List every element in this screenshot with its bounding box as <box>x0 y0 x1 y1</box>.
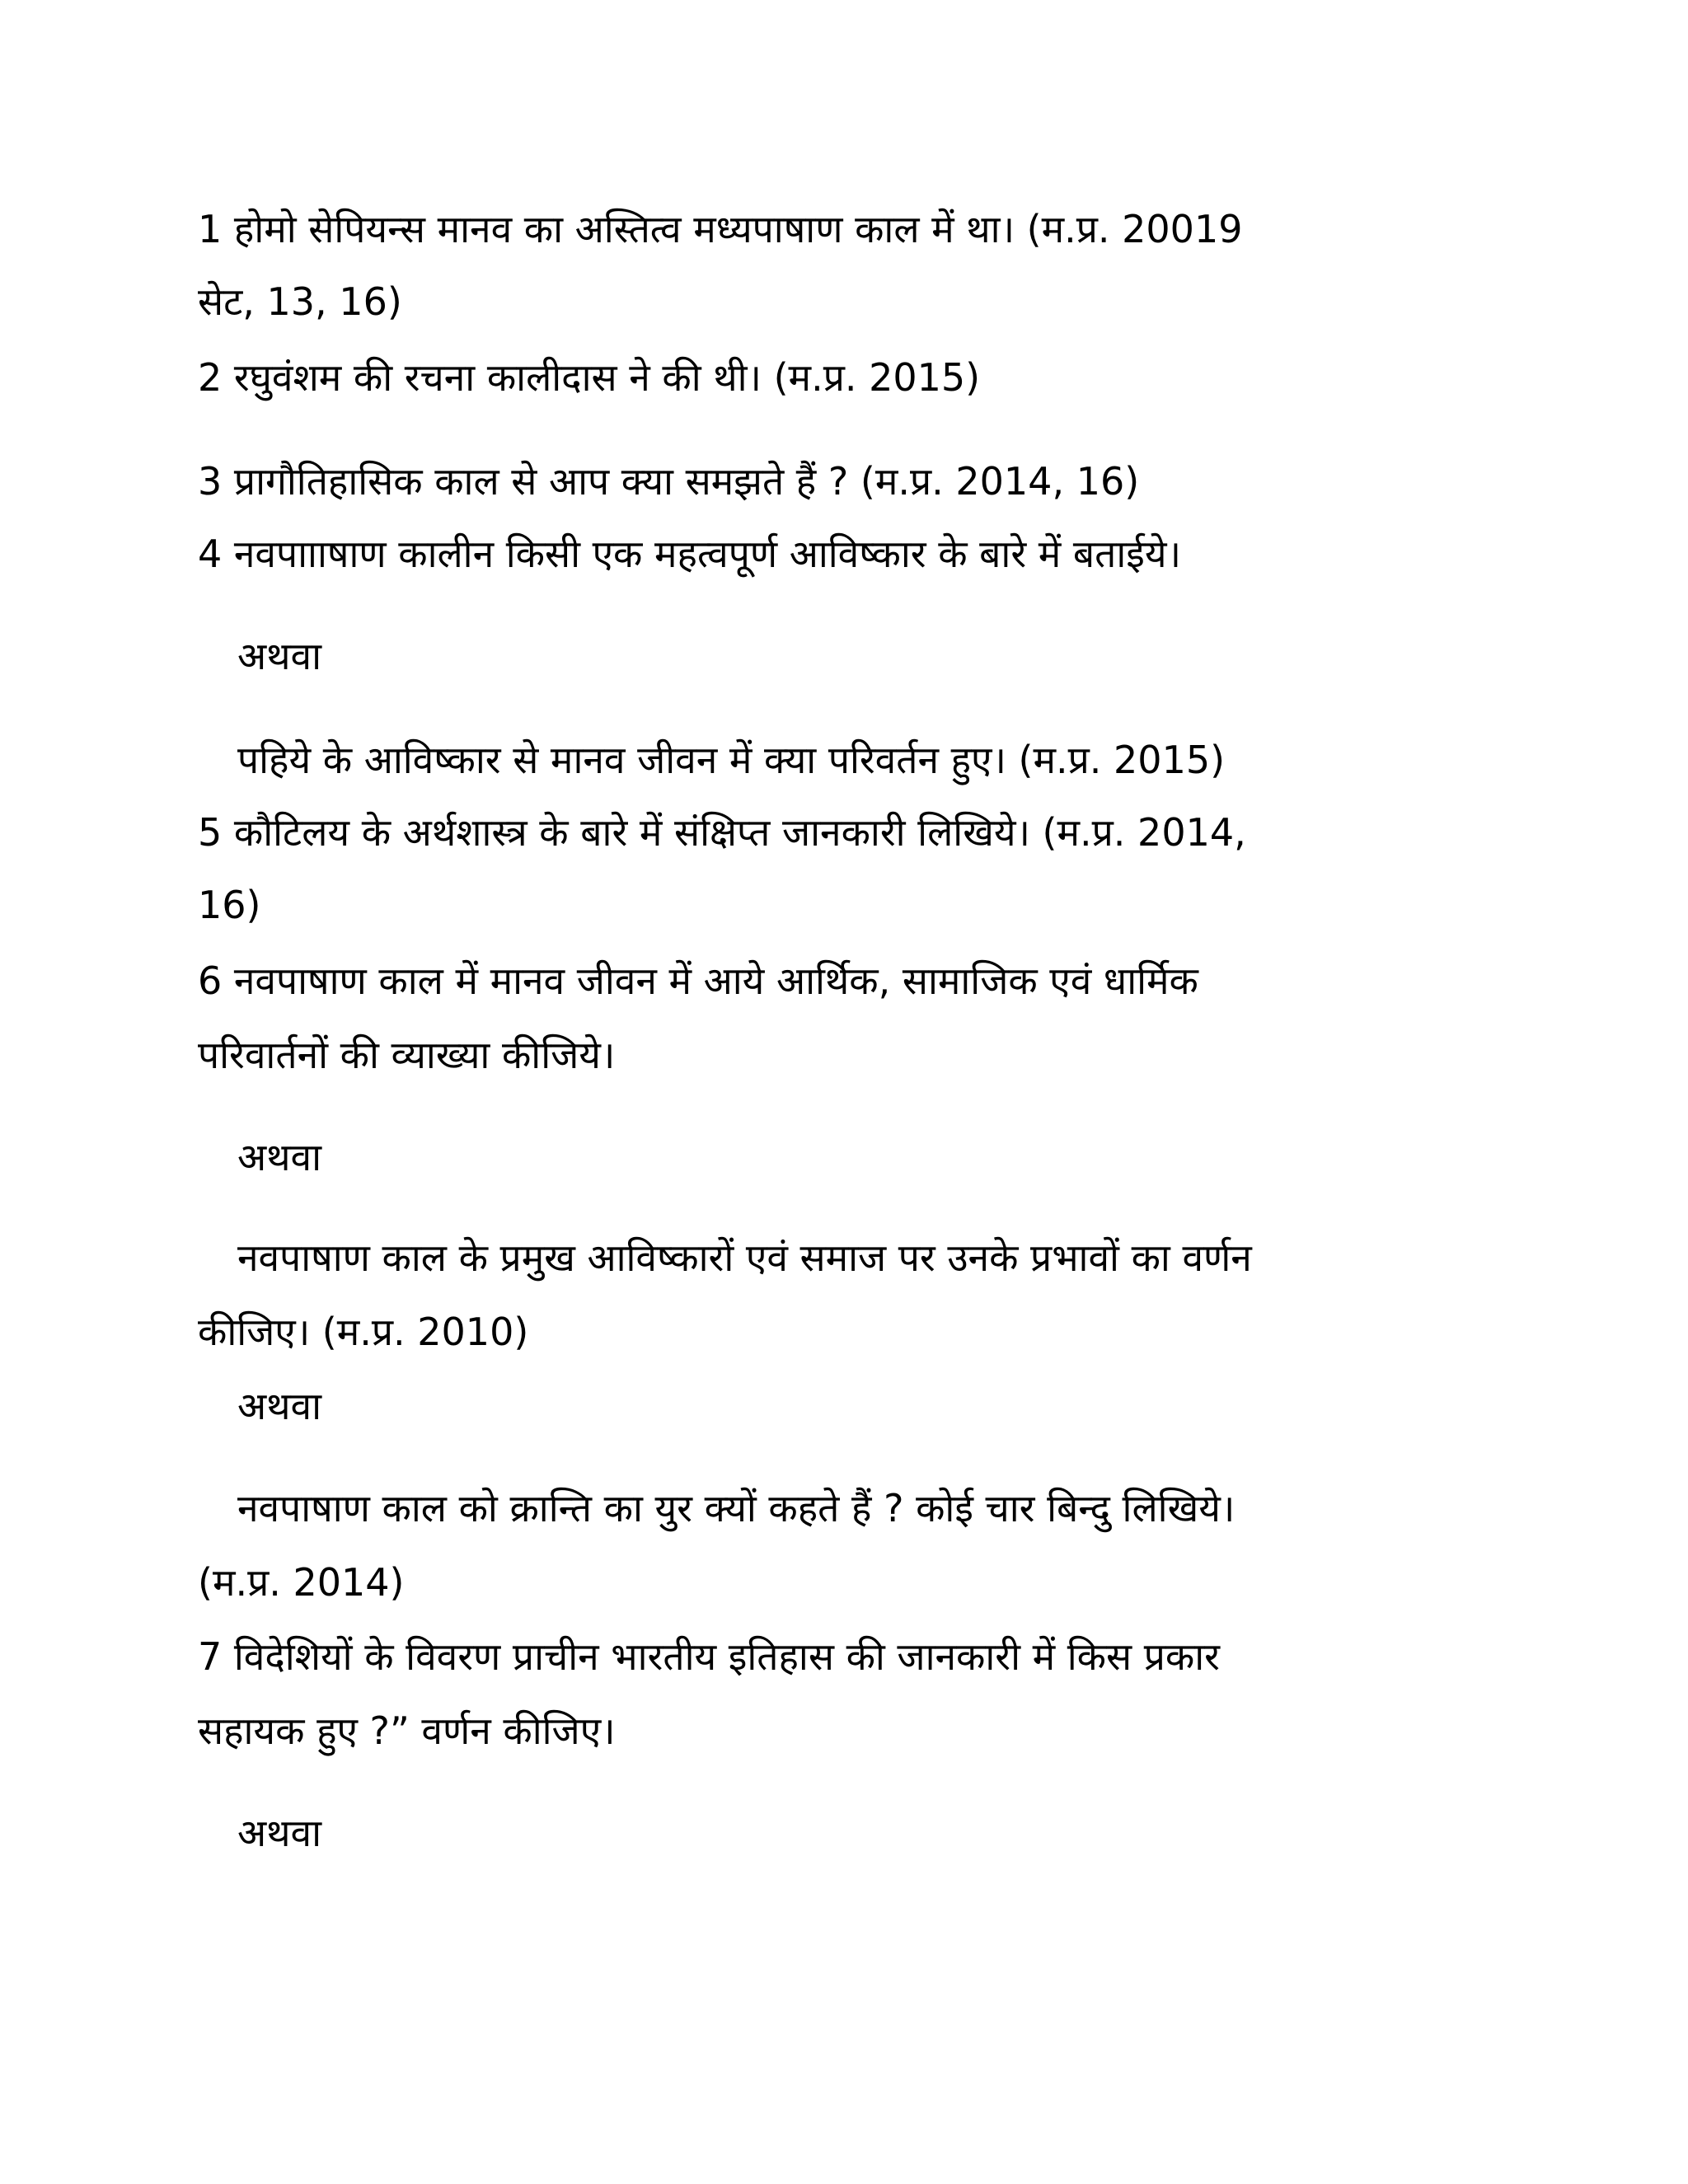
athva-separator: अथवा <box>237 1135 322 1179</box>
athva-separator: अथवा <box>237 634 322 678</box>
q6-line-2: परिवार्तनों की व्याख्या कीजिये। <box>198 1033 616 1077</box>
q6-alt1-line-2: कीजिए। (म.प्र. 2010) <box>198 1310 529 1354</box>
q2-line: 2 रघुवंशम की रचना कालीदास ने की थी। (म.प्र. 2015) <box>198 355 981 400</box>
q5-line-2: 16) <box>198 883 261 927</box>
q6-alt1-line-1: नवपाषाण काल के प्रमुख आविष्कारों एवं समाज पर उनके प्रभावों का वर्णन <box>237 1235 1252 1280</box>
q6-line-1: 6 नवपाषाण काल में मानव जीवन में आये आर्थिक, सामाजिक एवं धार्मिक <box>198 958 1198 1003</box>
q7-line-2: सहायक हुए ?” वर्णन कीजिए। <box>198 1708 616 1753</box>
athva-separator: अथवा <box>237 1811 322 1855</box>
q5-line-1: 5 कौटिलय के अर्थशास्त्र के बारे में संक्षिप्त जानकारी लिखिये। (म.प्र. 2014, <box>198 810 1246 855</box>
q4-alt-line: पहिये के आविष्कार से मानव जीवन में क्या परिवर्तन हुए। (म.प्र. 2015) <box>237 738 1226 782</box>
q7-line-1: 7 विदेशियों के विवरण प्राचीन भारतीय इतिहास की जानकारी में किस प्रकार <box>198 1634 1220 1679</box>
athva-separator: अथवा <box>237 1384 322 1428</box>
q1-line-2: सेट, 13, 16) <box>198 279 402 324</box>
q6-alt2-line-1: नवपाषाण काल को क्रान्ति का युर क्यों कहते हैं ? कोई चार बिन्दु लिखिये। <box>237 1486 1236 1530</box>
q3-line: 3 प्रागौतिहासिक काल से आप क्या समझते हैं ? (म.प्र. 2014, 16) <box>198 459 1140 504</box>
q4-line: 4 नवपाााषाण कालीन किसी एक महत्वपूर्ण आविष्कार के बारे में बताईये। <box>198 532 1182 576</box>
q6-alt2-line-2: (म.प्र. 2014) <box>198 1560 405 1605</box>
q1-line-1: 1 होमो सेपियन्स मानव का अस्तित्व मध्यपाषाण काल में था। (म.प्र. 20019 <box>198 207 1243 251</box>
